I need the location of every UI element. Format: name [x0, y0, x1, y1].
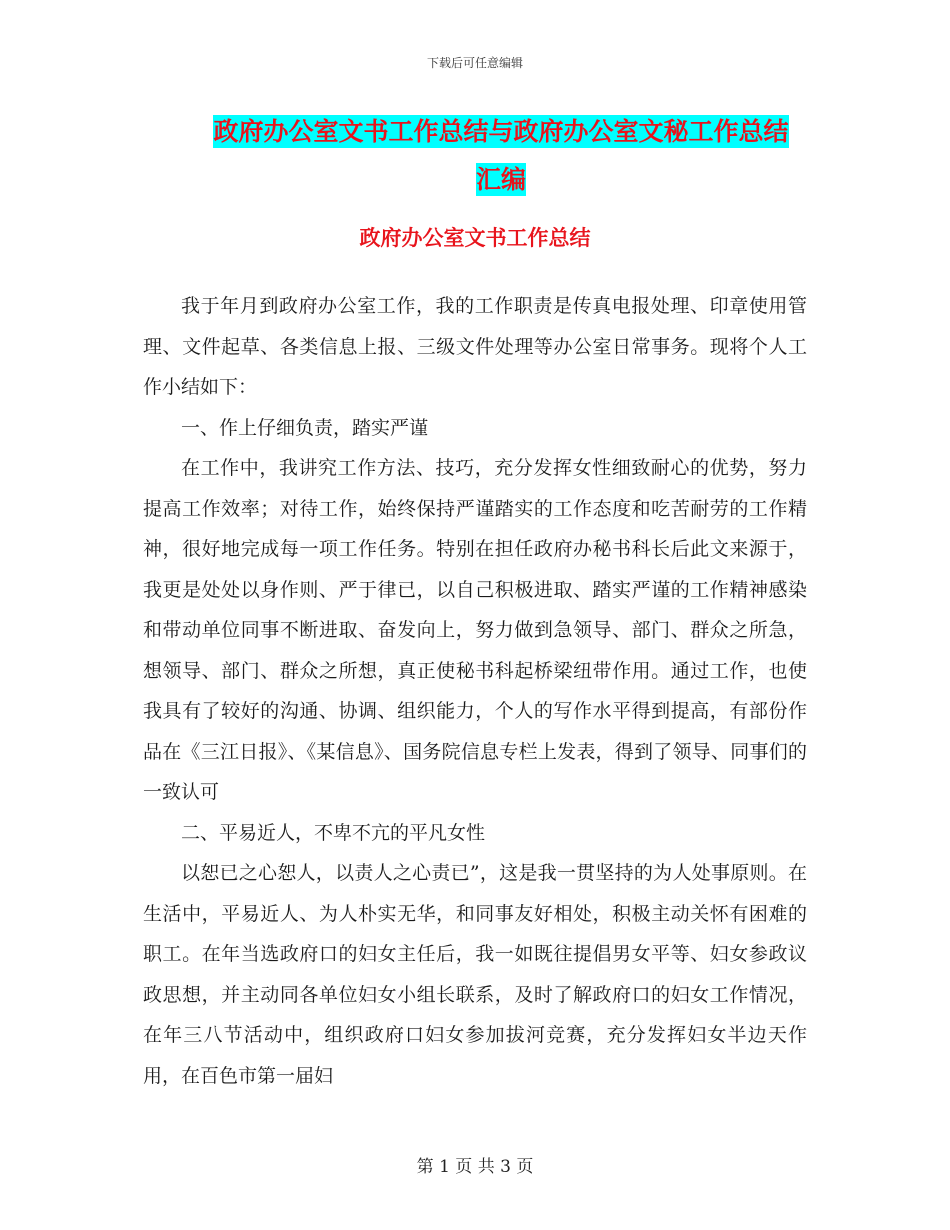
heading-two: 二、平易近人，不卑不亢的平凡女性 — [181, 821, 486, 844]
paragraph-work: 在工作中，我讲究工作方法、技巧，充分发挥女性细致耐心的优势，努力提高工作效率；对待工作，始终保持严谨踏实的工作态度和吃苦耐劳的工作精神，很好地完成每一项工作任务。特别在担任政府办秘书科长后此文来源于，我更是处处以身作则、严于律已，以自己积极进取、踏实严谨的工作精神感染和带动单位同事不断进取、奋发向上，努力做到急领导、部门、群众之所急，想领导、部门、群众之所想，真正使秘书科起桥梁纽带作用。通过工作，也使我具有了较好的沟通、协调、组织能力，个人的写作水平得到提高，有部份作品在《三江日报》、《某信息》、国务院信息专栏上发表，得到了领导、同事们的一致认可 — [143, 457, 807, 803]
body-text — [143, 286, 807, 1096]
document-title-line-2: 汇编 — [475, 165, 526, 194]
section-title: 政府办公室文书工作总结 — [359, 226, 591, 250]
page-footer: 第 1 页 共 3 页 — [416, 1157, 534, 1177]
header-note: 下载后可任意编辑 — [426, 56, 523, 70]
heading-one: 一、作上仔细负责，踏实严谨 — [181, 416, 429, 439]
paragraph-life: 以恕已之心恕人，以责人之心责已”，这是我一贯坚持的为人处事原则。在生活中，平易近人、为人朴实无华，和同事友好相处，积极主动关怀有困难的职工。在年当选政府口的妇女主任后，我一如既往提倡男女平等、妇女参政议政思想，并主动同各单位妇女小组长联系，及时了解政府口的妇女工作情况，在年三八节活动中，组织政府口妇女参加拔河竞赛，充分发挥妇女半边天作用，在百色市第一届妇 — [143, 862, 807, 1087]
document-title-line-1: 政府办公室文书工作总结与政府办公室文秘工作总结 — [213, 117, 789, 146]
paragraph-intro: 我于年月到政府办公室工作，我的工作职责是传真电报处理、印章使用管理、文件起草、各类信息上报、三级文件处理等办公室日常事务。现将个人工作小结如下： — [143, 295, 807, 398]
document-title — [196, 108, 806, 204]
